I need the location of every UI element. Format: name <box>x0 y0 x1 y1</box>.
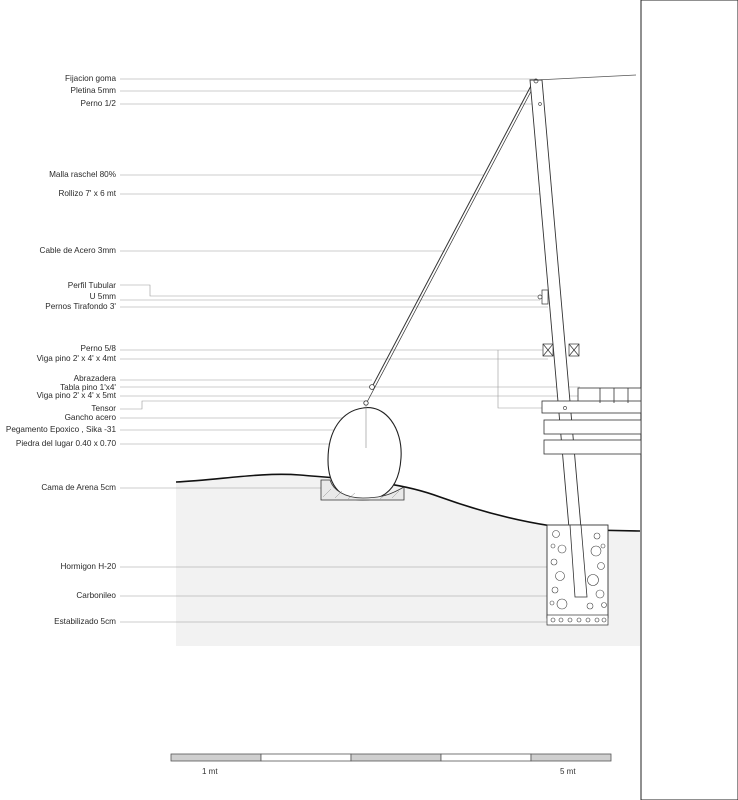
tirafondo-dot <box>538 295 542 299</box>
label-carbonileo: Carbonileo <box>76 591 116 600</box>
main-pole <box>530 80 587 597</box>
label-malla: Malla raschel 80% <box>49 170 116 179</box>
label-gancho: Gancho acero <box>64 413 116 422</box>
hook-ring <box>364 401 368 405</box>
right-panel <box>641 0 738 800</box>
deck-structure <box>542 388 641 454</box>
label-piedra: Piedra del lugar 0.40 x 0.70 <box>15 439 116 448</box>
label-pernos-tirafondo: Pernos Tirafondo 3' <box>45 302 116 311</box>
label-rollizo: Rollizo 7' x 6 mt <box>58 189 116 198</box>
label-fijacion-goma: Fijacion goma <box>65 74 116 83</box>
label-viga-4mt: Viga pino 2' x 4' x 4mt <box>36 354 116 363</box>
label-perno-half: Perno 1/2 <box>80 99 116 108</box>
scale-left-label: 1 mt <box>202 767 218 776</box>
label-hormigon: Hormigon H-20 <box>60 562 116 571</box>
label-tensor: Tensor <box>91 404 116 413</box>
tensor-ring <box>370 385 375 390</box>
mesh-line <box>372 82 533 387</box>
label-u5mm: U 5mm <box>89 292 116 301</box>
label-pegamento: Pegamento Epoxico , Sika -31 <box>5 425 116 434</box>
label-cable: Cable de Acero 3mm <box>39 246 116 255</box>
perfil-tubular <box>542 290 548 304</box>
label-cama-arena: Cama de Arena 5cm <box>41 483 116 492</box>
scale-right-label: 5 mt <box>560 767 576 776</box>
label-perno-58: Perno 5/8 <box>80 344 116 353</box>
label-abrazadera: Abrazadera <box>73 374 116 383</box>
cable-line <box>366 80 537 404</box>
label-perfil-tubular: Perfil Tubular <box>67 281 116 290</box>
scale-bar <box>171 754 611 761</box>
label-estabilizado: Estabilizado 5cm <box>54 617 116 626</box>
label-viga-5mt: Viga pino 2' x 4' x 5mt <box>36 391 116 400</box>
label-tabla-pino: Tabla pino 1'x4' <box>60 383 116 392</box>
top-cable <box>536 75 636 80</box>
stone <box>328 408 401 500</box>
label-pletina: Pletina 5mm <box>70 86 116 95</box>
